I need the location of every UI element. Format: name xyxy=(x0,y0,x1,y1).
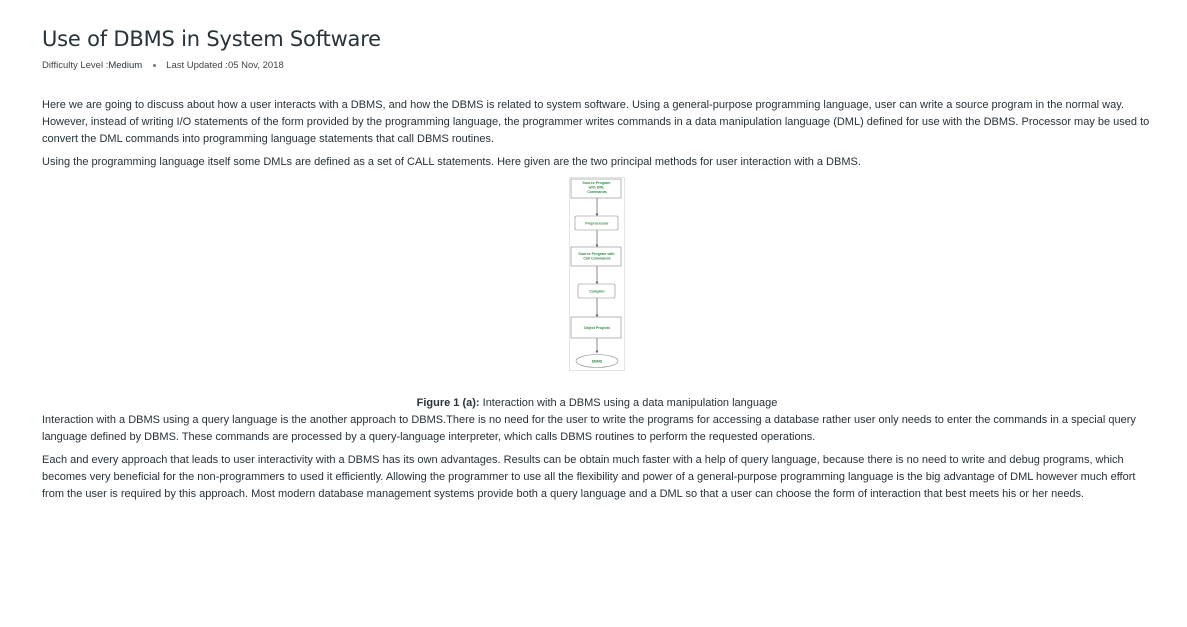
node-compiler-label: Compiler xyxy=(589,289,605,294)
page-title: Use of DBMS in System Software xyxy=(42,27,381,51)
difficulty-label: Difficulty Level : xyxy=(42,59,109,71)
paragraph-intro: Here we are going to discuss about how a user interacts with a DBMS, and how the DBMS is related to system software. Using a general-purpose programming language, user can write a source program in the normal way. However, instead of writing I/O statements of the form provided by the programming language, the programmer writes commands in a data manipulation language (DML) defined for use with the DBMS. Processor may be used to convert the DML commands into programming language statements that call DBMS routines. xyxy=(42,99,1150,145)
article-meta xyxy=(42,58,1152,72)
updated-label: Last Updated : xyxy=(166,59,228,71)
difficulty-level[interactable]: Medium xyxy=(108,59,143,71)
node-source-call-label: Source Program with Call Commands xyxy=(578,252,615,261)
figure-caption-text: Interaction with a DBMS using a data manipulation language xyxy=(479,397,778,409)
node-dbms-label: DBMS xyxy=(591,359,603,364)
figure-caption xyxy=(42,395,1152,412)
article xyxy=(42,24,1152,509)
paragraph-query-language: Interaction with a DBMS using a query language is the another approach to DBMS.There is no need for the user to write the programs for accessing a database rather user only needs to enter the commands in a special query language defined by DBMS. These commands are processed by a query-language interpreter, which calls DBMS routines to perform the requested operations. xyxy=(42,414,1136,443)
figure xyxy=(42,177,1152,412)
node-preprocessor-label: Preprocessor xyxy=(585,221,609,226)
node-source-dml-label: Source Program with DML Commands xyxy=(582,181,611,194)
dml-flow-diagram xyxy=(569,177,625,371)
paragraph-advantages: Each and every approach that leads to user interactivity with a DBMS has its own advantages. Results can be obtain much faster with a help of query language, because there is no need to write and debug programs, which becomes very beneficial for the non-programmers to used it efficiently. Allowing the programmer to use all the flexibility and power of a general-purpose programming language is the big advantage of DML however much effort from the user is required by this approach. Most modern database management systems provide both a query language and a DML so that a user can choose the form of interaction that best meets his or her needs. xyxy=(42,454,1136,500)
node-object-projects-label: Object Projects xyxy=(583,326,611,330)
paragraph-methods: Using the programming language itself some DMLs are defined as a set of CALL statements. Here given are the two principal methods for user interaction with a DBMS. xyxy=(42,156,861,168)
separator-dot xyxy=(153,64,156,67)
article-content xyxy=(42,97,1152,503)
updated-date: 05 Nov, 2018 xyxy=(227,59,284,71)
figure-caption-label: Figure 1 (a): xyxy=(416,397,480,409)
